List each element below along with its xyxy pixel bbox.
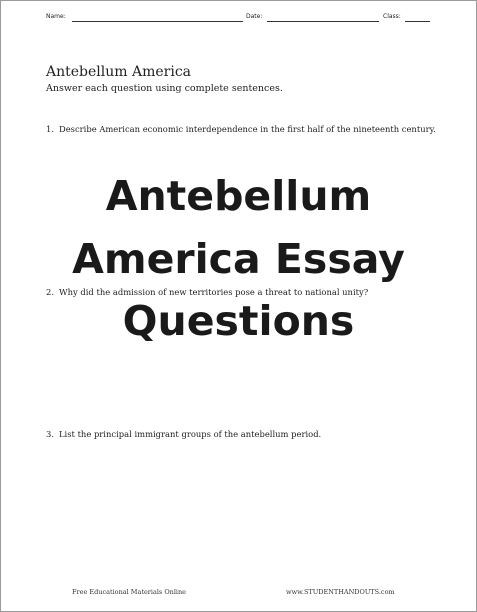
- overlay-title-line-2: America Essay: [72, 235, 405, 283]
- question-number: 1.: [46, 124, 54, 134]
- name-label: Name:: [46, 13, 66, 20]
- question-text: Why did the admission of new territories pose a threat to national unity?: [59, 287, 369, 297]
- worksheet-title: Antebellum America: [46, 64, 192, 80]
- overlay-title-line-1: Antebellum: [105, 172, 372, 220]
- footer-left-text: Free Educational Materials Online: [72, 588, 187, 596]
- class-label: Class:: [383, 13, 401, 20]
- overlay-title-line-3: Questions: [122, 297, 355, 345]
- question-number: 3.: [46, 429, 54, 439]
- class-line: [405, 21, 430, 22]
- date-label: Date:: [246, 13, 263, 20]
- question-text: List the principal immigrant groups of the antebellum period.: [59, 429, 322, 439]
- footer-website-link[interactable]: www.STUDENTHANDOUTS.com: [286, 588, 395, 596]
- question-number: 2.: [46, 287, 54, 297]
- name-line: [72, 21, 243, 22]
- worksheet-instructions: Answer each question using complete sentences.: [46, 83, 283, 94]
- date-line: [267, 21, 379, 22]
- question-text: Describe American economic interdependence in the first half of the nineteenth century.: [59, 124, 436, 134]
